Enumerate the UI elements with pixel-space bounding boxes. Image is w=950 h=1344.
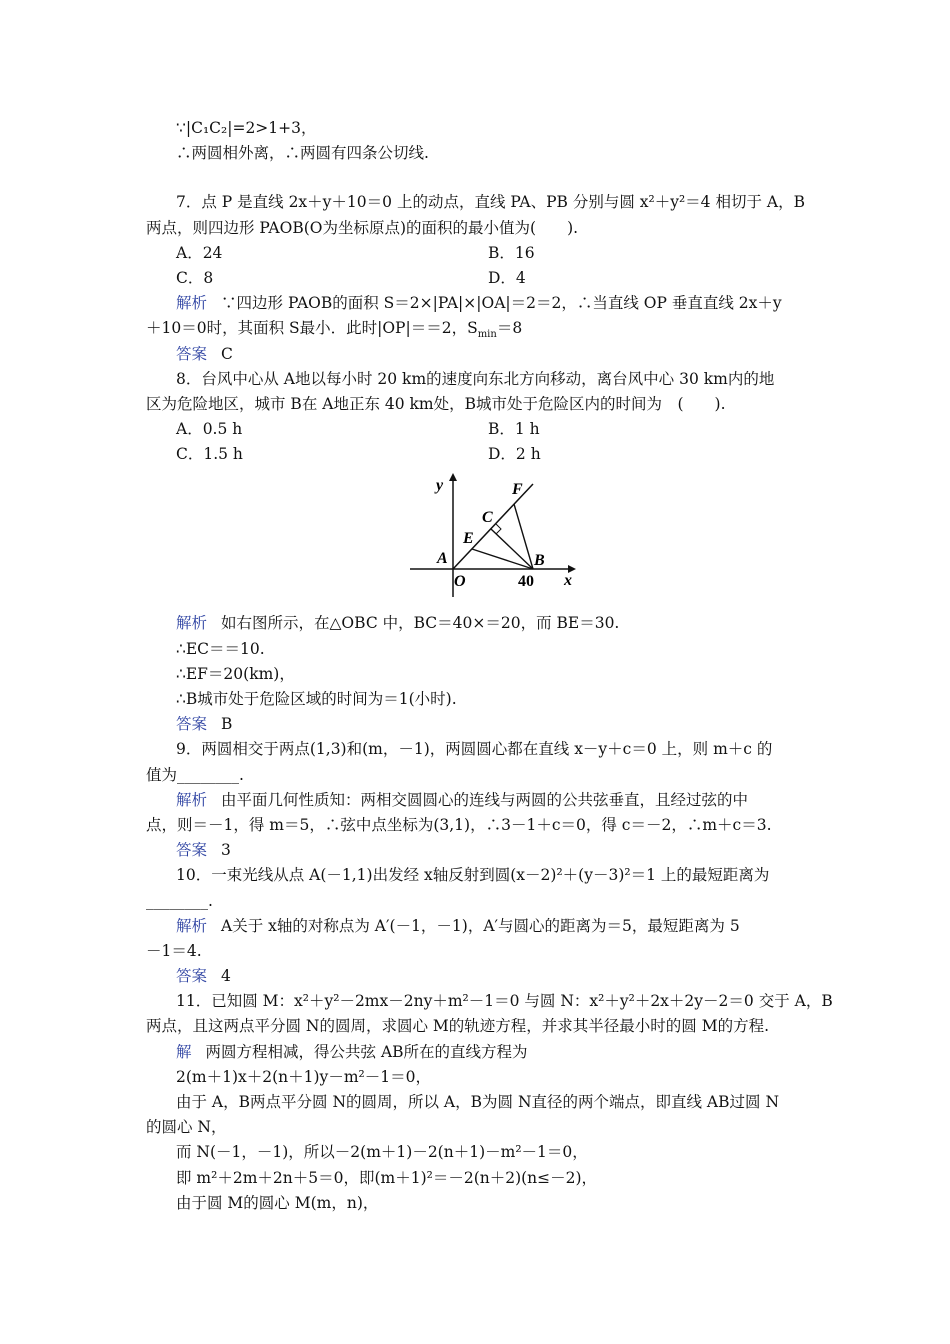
document-page [146, 116, 833, 1216]
q7-solution-cont [146, 316, 816, 341]
q10-solution [146, 914, 816, 939]
q11-solution-line3: 由于 A，B两点平分圆 N的圆周，所以 A，B为圆 N直径的两个端点，即直线 AB过圆 N [176, 1093, 780, 1111]
q11-solution-line7: 由于圆 M的圆心 M(m，n)， [176, 1193, 379, 1212]
q8-solution-line2: ∴EC＝＝10. [176, 639, 265, 658]
q8-option-c: C．1.5 h [176, 445, 243, 464]
label-y: y [436, 477, 444, 495]
q7-answer-value: C [221, 344, 233, 363]
q9-answer-value: 3 [221, 841, 231, 860]
label-b: B [534, 552, 545, 570]
answer-label: 答案 [176, 344, 208, 363]
answer-label: 答案 [176, 967, 208, 986]
text-line: ∴两圆相外离，∴两圆有四条公切线. [176, 144, 429, 163]
q10-answer [146, 964, 816, 989]
q9-stem-cont: 值为________. [146, 765, 244, 784]
q7-answer [146, 342, 816, 367]
q11-stem-cont: 两点，且这两点平分圆 N的圆周，求圆心 M的轨迹方程，并求其半径最小时的圆 M的方程. [146, 1017, 770, 1036]
q8-solution-line4: ∴B城市处于危险区域的时间为＝1(小时). [176, 690, 457, 708]
solution-label: 解析 [176, 614, 208, 633]
q11-stem: 11．已知圆 M：x²＋y²－2mx－2ny＋m²－1＝0 与圆 N：x²＋y²＋2x＋2y－2＝0 交于 A，B [176, 992, 833, 1011]
q10-stem-cont: ________. [146, 891, 213, 910]
q8-answer [146, 712, 816, 737]
text-line: ∵|C₁C₂|=2>1+3， [176, 119, 317, 137]
spacer [146, 166, 816, 190]
q7-solution-text: ∵四边形 PAOB的面积 S＝2×|PA|×|OA|＝2＝2，∴当直线 OP 垂直直线 2x＋y [221, 294, 782, 313]
q8-figure [146, 473, 816, 605]
q10-solution-text: A关于 x轴的对称点为 A′(－1，－1)，A′与圆心的距离为＝5，最短距离为 5 [221, 916, 740, 935]
q9-solution [146, 788, 816, 813]
label-x: x [564, 572, 572, 590]
q8-answer-value: B [221, 715, 233, 734]
solution-label: 解 [176, 1042, 192, 1061]
q11-solution-line2: 2(m＋1)x＋2(n＋1)y－m²－1＝0， [176, 1067, 431, 1086]
q9-solution-text: 由平面几何性质知：两相交圆圆心的连线与两圆的公共弦垂直，且经过弦的中 [221, 790, 749, 809]
q8-options-row2 [146, 442, 816, 467]
q7-option-d: D．4 [488, 268, 526, 287]
label-o: O [454, 573, 466, 591]
label-f: F [512, 481, 523, 499]
answer-label: 答案 [176, 715, 208, 734]
q10-stem: 10．一束光线从点 A(－1,1)出发经 x轴反射到圆(x－2)²＋(y－3)²＝1 上的最短距离为 [176, 866, 770, 885]
q7-option-a: A．24 [176, 243, 223, 262]
q7-stem: 7．点 P 是直线 2x＋y＋10＝0 上的动点，直线 PA、PB 分别与圆 x²＋y²＝4 相切于 A，B [176, 193, 805, 212]
q9-answer [146, 838, 816, 863]
q11-solution-line5: 而 N(－1，－1)，所以－2(m＋1)－2(n＋1)－m²－1＝0， [176, 1143, 588, 1162]
q7-options-row1 [146, 241, 816, 266]
label-40: 40 [518, 573, 534, 591]
q8-option-a: A．0.5 h [176, 420, 243, 439]
label-c: C [482, 509, 493, 527]
geometry-diagram [408, 473, 578, 603]
q7-solution-tail: ＝8 [496, 319, 523, 338]
q7-option-b: B．16 [488, 243, 535, 262]
q8-stem: 8．台风中心从 A地以每小时 20 km的速度向东北方向移动，离台风中心 30 km内的地 [176, 369, 775, 388]
q10-answer-value: 4 [221, 967, 231, 986]
subscript: min [477, 329, 497, 341]
solution-label: 解析 [176, 294, 208, 313]
q7-stem-cont: 两点，则四边形 PAOB(O为坐标原点)的面积的最小值为( ). [146, 218, 579, 237]
solution-label: 解析 [176, 916, 208, 935]
solution-label: 解析 [176, 790, 208, 809]
q8-solution-text: 如右图所示，在△OBC 中，BC＝40×＝20，而 BE＝30. [221, 614, 620, 633]
q7-solution [146, 291, 816, 316]
q8-stem-cont: 区为危险地区，城市 B在 A地正东 40 km处，B城市处于危险区内的时间为 ( ). [146, 394, 726, 413]
answer-label: 答案 [176, 841, 208, 860]
right-angle-icon [496, 524, 501, 534]
q8-solution [146, 611, 816, 636]
label-a: A [437, 550, 448, 568]
q7-solution-text2: ＋10＝0时，其面积 S最小．此时|OP|＝＝2，S [146, 319, 478, 338]
label-e: E [463, 530, 474, 548]
q8-solution-line3: ∴EF＝20(km)， [176, 664, 295, 683]
q10-solution-cont: －1＝4. [146, 941, 202, 960]
q8-option-b: B．1 h [488, 420, 540, 439]
q9-solution-cont: 点，则＝－1，得 m＝5，∴弦中点坐标为(3,1)，∴3－1＋c＝0，得 c＝－2，∴m＋c＝3. [146, 815, 772, 834]
q8-option-d: D．2 h [488, 445, 541, 464]
q8-options-row1 [146, 417, 816, 442]
q9-stem: 9．两圆相交于两点(1,3)和(m，－1)，两圆圆心都在直线 x－y＋c＝0 上，则 m＋c 的 [176, 740, 773, 759]
q11-solution-line4: 的圆心 N， [146, 1118, 227, 1137]
y-axis-arrow-icon [449, 473, 457, 481]
segment-be [472, 549, 533, 569]
q7-option-c: C．8 [176, 268, 214, 287]
q7-options-row2 [146, 266, 816, 291]
q11-solution-line6: 即 m²＋2m＋2n＋5＝0，即(m＋1)²＝－2(n＋2)(n≤－2)， [176, 1168, 598, 1187]
q11-solution-text: 两圆方程相减，得公共弦 AB所在的直线方程为 [205, 1042, 528, 1061]
q11-solution [146, 1040, 816, 1065]
